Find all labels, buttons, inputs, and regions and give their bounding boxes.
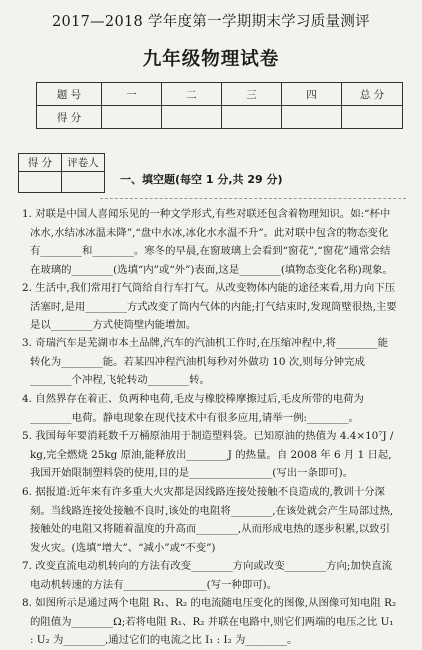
question-text: 2. 生活中,我们常用打气筒给自行车打气。从改变物体内能的途径来看,用力向下压活塞时,是用________方式改变了筒内气体的内能;打气结束时,发现筒壁很热,主要是以________方式使筒壁内能增加。 — [22, 282, 397, 332]
score-blank-cell — [282, 106, 342, 129]
score-table-score-row — [37, 106, 403, 129]
score-blank-cell — [162, 106, 222, 129]
section-title: 一、填空题(每空 1 分,共 29 分) — [120, 173, 283, 186]
grader-blank-cell — [19, 172, 62, 193]
divider — [100, 198, 406, 199]
question-5 — [22, 427, 398, 483]
question-1 — [22, 205, 398, 279]
question-text: 1. 对联是中国人喜闻乐见的一种文学形式,有些对联还包含着物理知识。如:“杯中冰水,水结冰冰温未降”,“盘中水冰,冰化水水温不升”。此对联中包含的物态变化有________和________。寒冬的早晨,在窗玻璃上会看到“窗花”,“窗花”通常会结在玻璃的________(选填“内”或“外”)表面,这是________(填物态变化名称)现象。 — [22, 208, 393, 276]
question-text: 4. 自然界存在着正、负两种电荷,毛皮与橡胶棒摩擦过后,毛皮所带的电荷为________电荷。静电现象在现代技术中有很多应用,请举一例:________。 — [22, 393, 364, 424]
score-table-header-row — [37, 83, 403, 106]
question-text: 5. 我国每年要消耗数千万桶原油用于制造塑料袋。已知原油的热值为 4.4×10⁷J / kg,完全燃烧 25kg 原油,能释放出________J 的热量。自 2008 年 6 月 1 日起,我国开始限制塑料袋的使用,目的是________________(写出一条即可)。 — [22, 430, 394, 480]
grader-header-row — [19, 154, 105, 172]
question-text: 3. 奇瑞汽车是芜湖市本土品牌,汽车的汽油机工作时,在压缩冲程中,将________能转化为________能。若某四冲程汽油机每秒对外做功 10 次,则每分钟完成________个冲程,飞轮转动________转。 — [22, 337, 389, 387]
question-6 — [22, 483, 398, 557]
score-table — [36, 82, 403, 129]
question-text: 8. 如图所示是通过两个电阻 R₁、R₂ 的电流随电压变化的图像,从图像可知电阻 R₂ 的阻值为________Ω;若将电阻 R₁、R₂ 并联在电路中,则它们两端的电压之比 U₁ : U₂ 为________,通过它们的电流之比 I₁ : I₂ 为________。 — [22, 597, 397, 647]
question-text: 7. 改变直流电动机转向的方法有改变________方向或改变________方向;加快直流电动机转速的方法有________________(写一种即可)。 — [22, 560, 392, 591]
score-cell: 二 — [162, 83, 222, 106]
question-2 — [22, 279, 398, 335]
score-row-label: 得 分 — [37, 106, 102, 129]
header — [0, 0, 422, 71]
score-blank-cell — [222, 106, 282, 129]
score-cell: 四 — [282, 83, 342, 106]
grader-table — [18, 153, 105, 193]
question-7 — [22, 557, 398, 594]
score-blank-cell — [102, 106, 162, 129]
grader-blank-cell — [62, 172, 105, 193]
question-3 — [22, 334, 398, 390]
score-cell: 总 分 — [342, 83, 403, 106]
score-cell: 一 — [102, 83, 162, 106]
grader-score-label: 得 分 — [19, 154, 62, 172]
exam-subtitle: 2017—2018 学年度第一学期期末学习质量测评 — [52, 14, 370, 30]
grader-name-label: 评卷人 — [62, 154, 105, 172]
score-cell: 题 号 — [37, 83, 102, 106]
score-blank-cell — [342, 106, 403, 129]
score-cell: 三 — [222, 83, 282, 106]
question-8 — [22, 594, 398, 650]
grader-blank-row — [19, 172, 105, 193]
question-text: 6. 据报道:近年来有许多重大火灾都是因线路连接处接触不良造成的,教训十分深刻。当线路连接处接触不良时,该处的电阻将________,在该处就会产生局部过热,接触处的电阻又将随着温度的升高而________,从而形成电热的逐步积累,以致引发火灾。(选填“增大”、“减小”或“不变”) — [22, 486, 394, 554]
question-4 — [22, 390, 398, 427]
exam-title: 九年级物理试卷 — [142, 49, 280, 70]
